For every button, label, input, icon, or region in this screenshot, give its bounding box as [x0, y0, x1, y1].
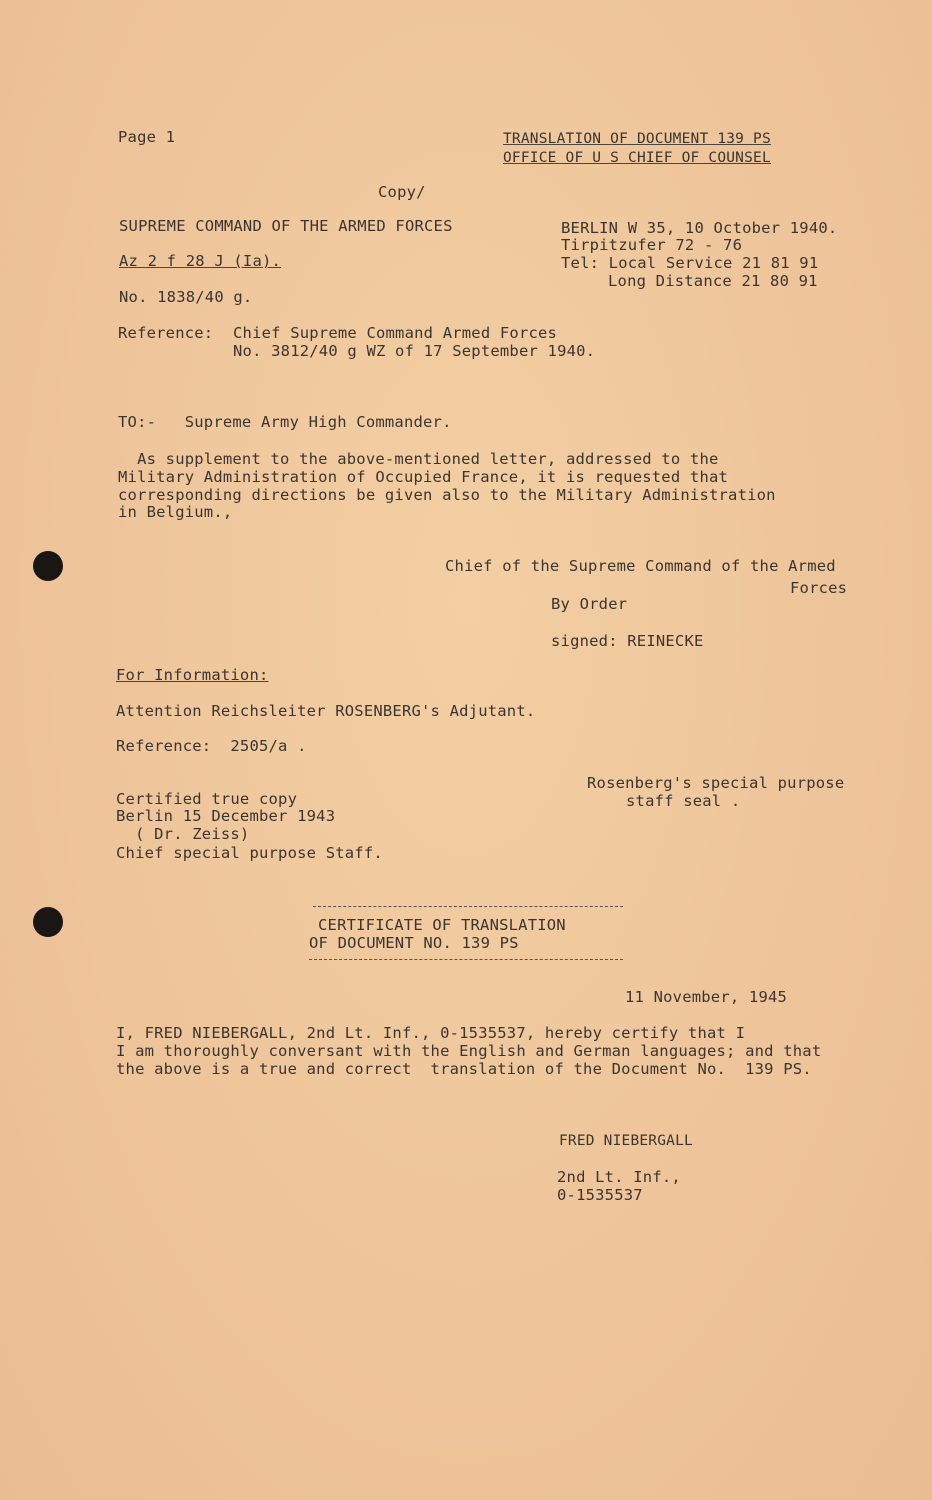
- for-information-heading: For Information:: [116, 666, 269, 684]
- reference-number-2: Reference: 2505/a .: [116, 737, 307, 755]
- translator-serial: 0-1535537: [557, 1186, 643, 1204]
- certified-copy-line4: Chief special purpose Staff.: [116, 844, 383, 862]
- punch-hole-upper: [33, 551, 63, 581]
- reference-line2: No. 3812/40 g WZ of 17 September 1940.: [233, 342, 596, 360]
- translation-heading-line1: TRANSLATION OF DOCUMENT 139 PS: [503, 131, 771, 147]
- attention-line: Attention Reichsleiter ROSENBERG's Adjutant.: [116, 702, 536, 720]
- certified-copy-line2: Berlin 15 December 1943: [116, 807, 336, 825]
- certificate-body-line3: the above is a true and correct translation of the Document No. 139 PS.: [116, 1060, 812, 1078]
- by-order: By Order: [551, 595, 628, 613]
- body-line4: in Belgium.,: [118, 503, 233, 521]
- certificate-rule-top: [313, 906, 623, 907]
- certificate-rule-bottom: [309, 959, 623, 960]
- body-line3: corresponding directions be given also to the Military Administration: [118, 486, 776, 504]
- certificate-date: 11 November, 1945: [625, 988, 788, 1006]
- certificate-title-line2: OF DOCUMENT NO. 139 PS: [309, 934, 519, 952]
- reference-label: Reference:: [118, 324, 214, 342]
- seal-note-line1: Rosenberg's special purpose: [587, 774, 845, 792]
- signature-block-line1: Chief of the Supreme Command of the Armed: [445, 557, 836, 575]
- punch-hole-lower: [33, 907, 63, 937]
- translator-rank: 2nd Lt. Inf.,: [557, 1168, 681, 1186]
- signature-block-line2: Forces: [790, 579, 848, 597]
- date-place: BERLIN W 35, 10 October 1940.: [561, 219, 838, 237]
- translator-name: FRED NIEBERGALL: [559, 1133, 693, 1149]
- copy-label: Copy/: [378, 183, 426, 201]
- certified-copy-line3: ( Dr. Zeiss): [116, 825, 250, 843]
- page-label: Page 1: [118, 128, 176, 146]
- reference-line1: Chief Supreme Command Armed Forces: [233, 324, 558, 342]
- addressee: TO:- Supreme Army High Commander.: [118, 413, 452, 431]
- body-line1: As supplement to the above-mentioned letter, addressed to the: [118, 450, 719, 468]
- certificate-title-line1: CERTIFICATE OF TRANSLATION: [318, 916, 566, 934]
- file-reference: Az 2 f 28 J (Ia).: [119, 252, 282, 270]
- signed-name: signed: REINECKE: [551, 632, 704, 650]
- seal-note-line2: staff seal .: [626, 792, 741, 810]
- address: Tirpitzufer 72 - 76: [561, 236, 743, 254]
- certificate-body-line2: I am thoroughly conversant with the English and German languages; and that: [116, 1042, 822, 1060]
- telephone-local: Tel: Local Service 21 81 91: [561, 254, 819, 272]
- certificate-body-line1: I, FRED NIEBERGALL, 2nd Lt. Inf., 0-1535537, hereby certify that I: [116, 1024, 746, 1042]
- document-number: No. 1838/40 g.: [119, 288, 253, 306]
- body-line2: Military Administration of Occupied France, it is requested that: [118, 468, 729, 486]
- certified-copy-line1: Certified true copy: [116, 790, 298, 808]
- issuing-organization: SUPREME COMMAND OF THE ARMED FORCES: [119, 217, 453, 235]
- telephone-long-distance: Long Distance 21 80 91: [608, 272, 818, 290]
- translation-heading-line2: OFFICE OF U S CHIEF OF COUNSEL: [503, 150, 771, 166]
